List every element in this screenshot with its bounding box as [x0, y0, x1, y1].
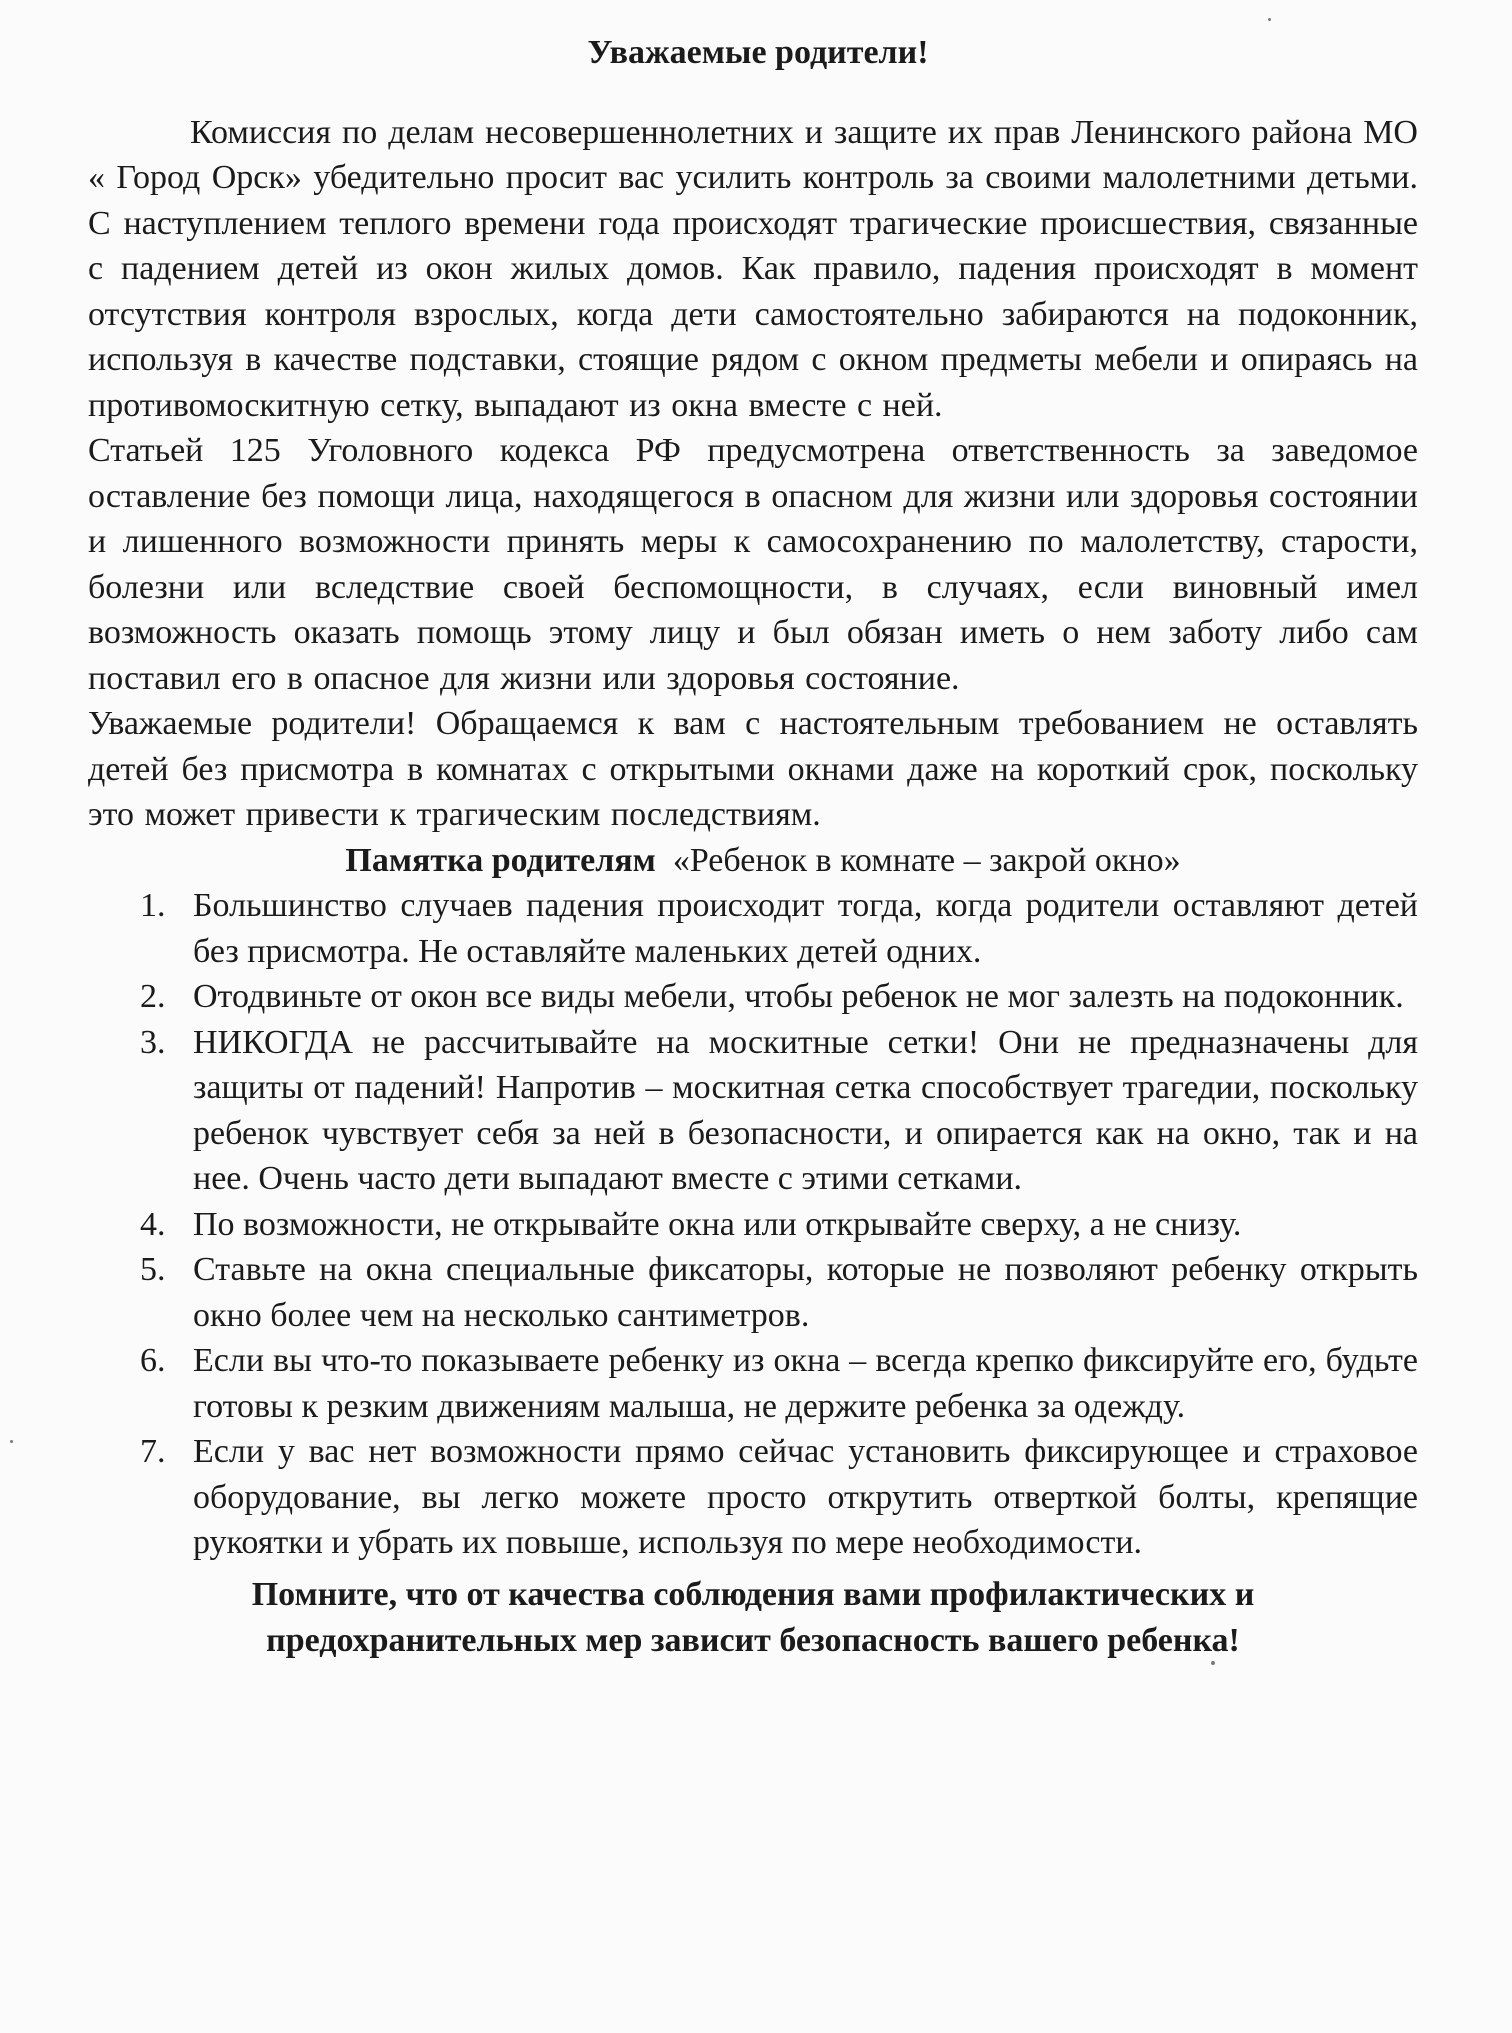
memo-item	[88, 1020, 1418, 1202]
memo-item-text: НИКОГДА не рассчитывайте на москитные сетки! Они не предназначены для защиты от падений! Напротив – москитная сетка способствует трагедии, поскольку ребенок чувствует себя за ней в безопасности, и опирается как на окно, так и на нее. Очень часто дети выпадают вместе с этими сетками.	[193, 1023, 1418, 1197]
memo-list	[88, 883, 1418, 1566]
memo-item-number: 5.	[140, 1251, 166, 1288]
memo-item	[88, 974, 1418, 1020]
scan-speck	[10, 1440, 13, 1443]
memo-item-text: Большинство случаев падения происходит тогда, когда родители оставляют детей без присмотра. Не оставляйте маленьких детей одних.	[193, 887, 1418, 970]
memo-item-text: Ставьте на окна специальные фиксаторы, которые не позволяют ребенку открыть окно более чем на несколько сантиметров.	[193, 1251, 1418, 1334]
memo-item	[88, 1429, 1418, 1566]
memo-item-text: Если у вас нет возможности прямо сейчас установить фиксирующее и страховое оборудование, вы легко можете просто открутить отверткой болты, крепящие рукоятки и убрать их повыше, используя по мере необходимости.	[193, 1433, 1418, 1561]
memo-title-bold: Памятка родителям	[345, 841, 656, 879]
closing-line: предохранительных мер зависит безопасность вашего ребенка!	[266, 1621, 1240, 1659]
paragraph-criminal-code: Статьей 125 Уголовного кодекса РФ предусмотрена ответственность за заведомое оставление без помощи лица, находящегося в опасном для жизни или здоровья состоянии и лишенного возможности принять меры к самосохранению по малолетству, старости, болезни или вследствие своей беспомощности, в случаях, если виновный имел возможность оказать помощь этому лицу и был обязан иметь о нем заботу либо сам поставил его в опасное для жизни или здоровья состояние.	[88, 432, 1418, 697]
memo-item	[88, 883, 1418, 974]
memo-item-text: Если вы что-то показываете ребенку из окна – всегда крепко фиксируйте его, будьте готовы к резким движениям малыша, не держите ребенка за одежду.	[193, 1342, 1418, 1425]
closing-line: Помните, что от качества соблюдения вами профилактических и	[251, 1575, 1255, 1613]
memo-item-text: Отодвиньте от окон все виды мебели, чтобы ребенок не мог залезть на подоконник.	[193, 978, 1404, 1015]
scan-speck	[1211, 1661, 1215, 1665]
memo-item-text: По возможности, не открывайте окна или открывайте сверху, а не снизу.	[193, 1205, 1242, 1243]
closing-statement	[88, 1572, 1418, 1664]
memo-item-number: 1.	[140, 887, 166, 924]
memo-item	[88, 1338, 1418, 1429]
memo-item-number: 6.	[140, 1342, 166, 1379]
scan-speck	[1268, 18, 1271, 21]
memo-item-number: 4.	[140, 1205, 166, 1243]
document-title: Уважаемые родители!	[587, 34, 929, 71]
memo-item	[88, 1202, 1418, 1248]
memo-item	[88, 1247, 1418, 1338]
document-page	[88, 30, 1418, 1664]
memo-item-number: 2.	[140, 978, 166, 1015]
paragraph-commission: Комиссия по делам несовершеннолетних и защите их прав Ленинского района МО « Город Орск» убедительно просит вас усилить контроль за своими малолетними детьми. С наступлением теплого времени года происходят трагические происшествия, связанные с падением детей из окон жилых домов. Как правило, падения происходят в момент отсутствия контроля взрослых, когда дети самостоятельно забираются на подоконник, используя в качестве подставки, стоящие рядом с окном предметы мебели и опираясь на противомоскитную сетку, выпадают из окна вместе с ней.	[88, 113, 1418, 424]
memo-title	[88, 838, 1418, 884]
memo-item-number: 3.	[140, 1023, 166, 1061]
paragraph-appeal: Уважаемые родители! Обращаемся к вам с настоятельным требованием не оставлять детей без присмотра в комнатах с открытыми окнами даже на короткий срок, поскольку это может привести к трагическим последствиям.	[88, 705, 1418, 833]
memo-item-number: 7.	[140, 1433, 166, 1470]
memo-title-subtitle: «Ребенок в комнате – закрой окно»	[672, 841, 1181, 879]
